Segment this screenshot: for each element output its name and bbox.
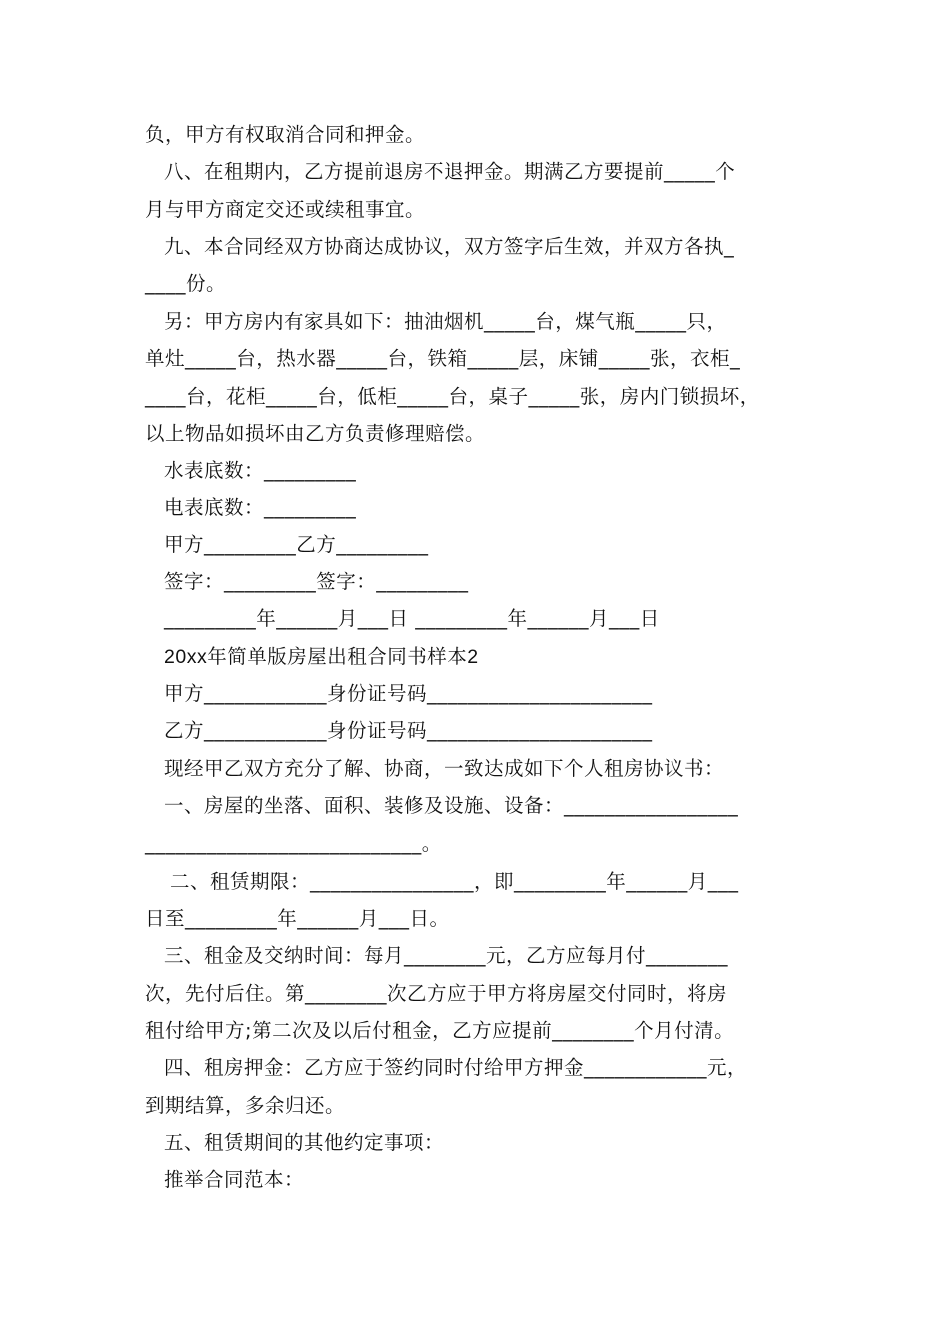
water-meter-reading: 水表底数：_________: [164, 459, 357, 482]
text-line: 推举合同范本：: [164, 1168, 305, 1191]
signature-line: 签字：_________签字：_________: [164, 570, 469, 593]
text-line: 一、房屋的坐落、面积、装修及设施、设备：_________________: [164, 794, 739, 817]
text-line: 负，甲方有权取消合同和押金。: [145, 123, 426, 146]
party-signature-line: 甲方_________乙方_________: [164, 533, 429, 556]
text-line: 二、租赁期限：________________，即_________年______月___: [170, 870, 739, 893]
text-line: 月与甲方商定交还或续租事宜。: [145, 198, 426, 221]
text-line: ____台，花柜_____台，低柜_____台，桌子_____张，房内门锁损坏，: [145, 385, 760, 408]
text-line: 到期结算，多余归还。: [145, 1094, 346, 1117]
text-line: ___________________________。: [145, 832, 442, 855]
text-line: 四、租房押金：乙方应于签约同时付给甲方押金____________元，: [164, 1056, 748, 1079]
date-line: _________年______月___日 _________年______月___日: [164, 607, 660, 630]
text-line: ____份。: [145, 272, 227, 295]
text-line: 次，先付后住。第________次乙方应于甲方将房屋交付同时，将房: [145, 982, 728, 1005]
text-line: 八、在租期内，乙方提前退房不退押金。期满乙方要提前_____个: [164, 160, 736, 183]
text-line: 日至_________年______月___日。: [145, 907, 450, 930]
text-line: 另：甲方房内有家具如下：抽油烟机_____台，煤气瓶_____只，: [164, 310, 727, 333]
electric-meter-reading: 电表底数：_________: [164, 496, 357, 519]
text-line: 单灶_____台，热水器_____台，铁箱_____层，床铺_____张，衣柜_: [145, 347, 741, 370]
text-line: 三、租金及交纳时间：每月________元，乙方应每月付________: [164, 944, 729, 967]
text-line: 现经甲乙双方充分了解、协商，一致达成如下个人租房协议书：: [164, 757, 725, 780]
section-title: 20xx年简单版房屋出租合同书样本2: [164, 646, 479, 668]
text-line: 租付给甲方;第二次及以后付租金，乙方应提前________个月付清。: [145, 1019, 735, 1042]
text-line: 以上物品如损坏由乙方负责修理赔偿。: [145, 422, 486, 445]
text-line: 五、租赁期间的其他约定事项：: [164, 1131, 445, 1154]
text-line: 九、本合同经双方协商达成协议，双方签字后生效，并双方各执_: [164, 235, 735, 258]
party-a-id-line: 甲方____________身份证号码______________________: [164, 682, 653, 705]
party-b-id-line: 乙方____________身份证号码______________________: [164, 719, 653, 742]
